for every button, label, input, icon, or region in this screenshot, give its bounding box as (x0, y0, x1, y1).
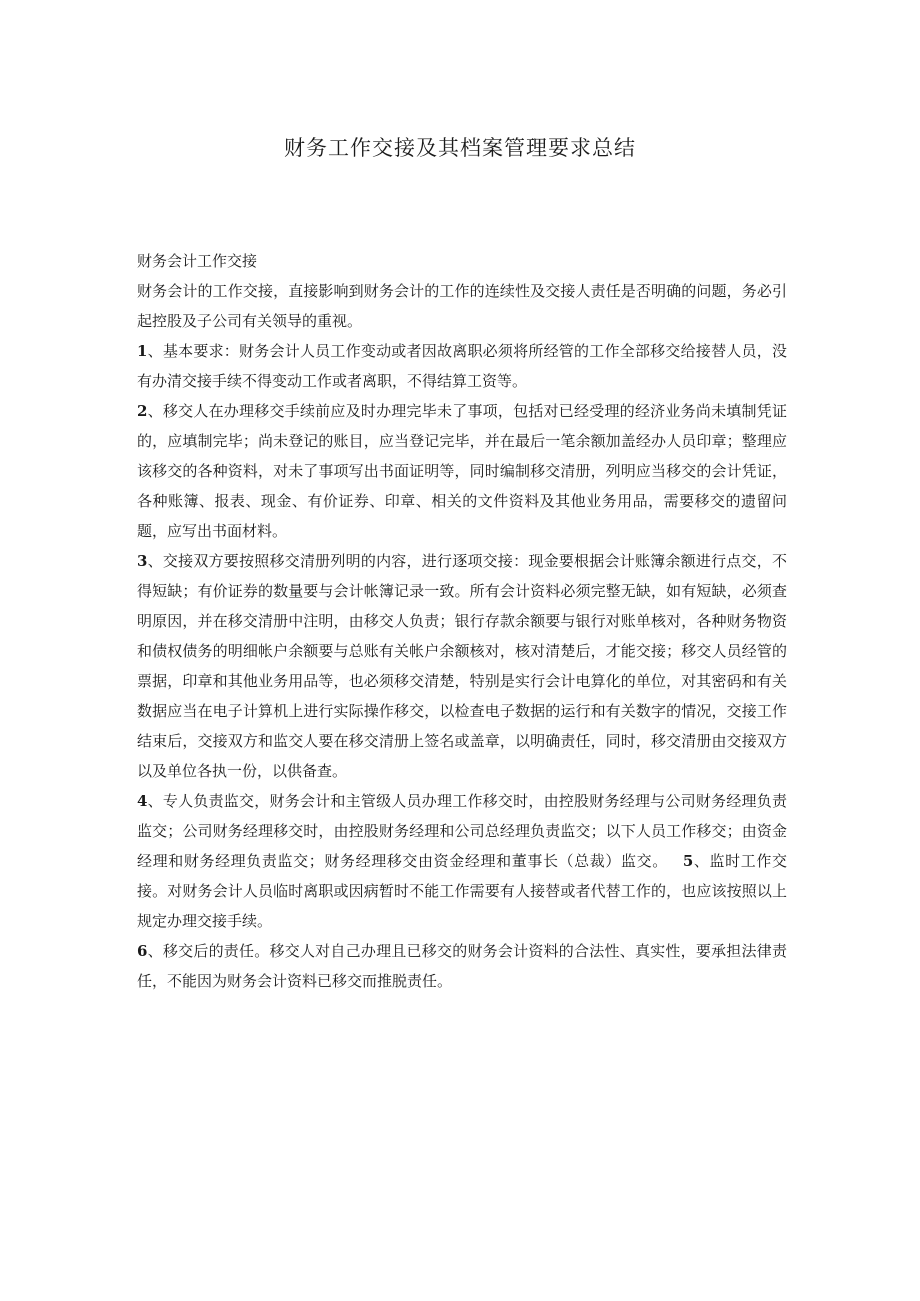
item-paragraph-2 (137, 396, 787, 546)
item-number: 6 (137, 942, 148, 960)
item-paragraph-4 (137, 786, 787, 936)
item-number: 1 (137, 342, 148, 360)
item-text: 、交接双方要按照移交清册列明的内容，进行逐项交接：现金要根据会计账簿余额进行点交，不得短缺；有价证券的数量要与会计帐簿记录一致。所有会计资料必须完整无缺，如有短缺，必须查明原因，并在移交清册中注明，由移交人负责；银行存款余额要与银行对账单核对，各种财务物资和债权债务的明细帐户余额要与总账有关帐户余额核对，核对清楚后，才能交接；移交人员经管的票据，印章和其他业务用品等，也必须移交清楚，特别是实行会计电算化的单位，对其密码和有关数据应当在电子计算机上进行实际操作移交，以检查电子数据的运行和有关数字的情况，交接工作结束后，交接双方和监交人要在移交清册上签名或盖章，以明确责任，同时，移交清册由交接双方以及单位各执一份，以供备查。 (137, 552, 787, 780)
item-paragraph-6 (137, 936, 787, 996)
section-heading: 财务会计工作交接 (137, 252, 258, 270)
intro-paragraph: 财务会计的工作交接，直接影响到财务会计的工作的连续性及交接人责任是否明确的问题，务必引起控股及子公司有关领导的重视。 (137, 282, 787, 330)
item-number: 5 (682, 852, 694, 870)
item-paragraph-3 (137, 546, 787, 786)
item-text: 、监时工作交接。对财务会计人员临时离职或因病暂时不能工作需要有人接替或者代替工作的，也应该按照以上规定办理交接手续。 (137, 852, 787, 930)
item-text: 、基本要求：财务会计人员工作变动或者因故离职必须将所经管的工作全部移交给接替人员，没有办清交接手续不得变动工作或者离职，不得结算工资等。 (137, 342, 787, 390)
item-number: 3 (137, 552, 148, 570)
item-number: 4 (137, 792, 148, 810)
item-number: 2 (137, 402, 148, 420)
item-text: 、移交人在办理移交手续前应及时办理完毕未了事项，包括对已经受理的经济业务尚未填制凭证的，应填制完毕；尚未登记的账目，应当登记完毕，并在最后一笔余额加盖经办人员印章；整理应该移交的各种资料，对未了事项写出书面证明等，同时编制移交清册，列明应当移交的会计凭证，各种账簿、报表、现金、有价证券、印章、相关的文件资料及其他业务用品，需要移交的遗留问题，应写出书面材料。 (137, 402, 787, 540)
document-body (137, 246, 787, 996)
item-text: 、移交后的责任。移交人对自己办理且已移交的财务会计资料的合法性、真实性，要承担法律责任，不能因为财务会计资料已移交而推脱责任。 (137, 942, 787, 990)
item-paragraph-1 (137, 336, 787, 396)
item-text: 、专人负责监交，财务会计和主管级人员办理工作移交时，由控股财务经理与公司财务经理负责监交；公司财务经理移交时，由控股财务经理和公司总经理负责监交；以下人员工作移交；由资金经理和财务经理负责监交；财务经理移交由资金经理和董事长（总裁）监交。 (137, 792, 787, 870)
document-title: 财务工作交接及其档案管理要求总结 (284, 136, 636, 160)
